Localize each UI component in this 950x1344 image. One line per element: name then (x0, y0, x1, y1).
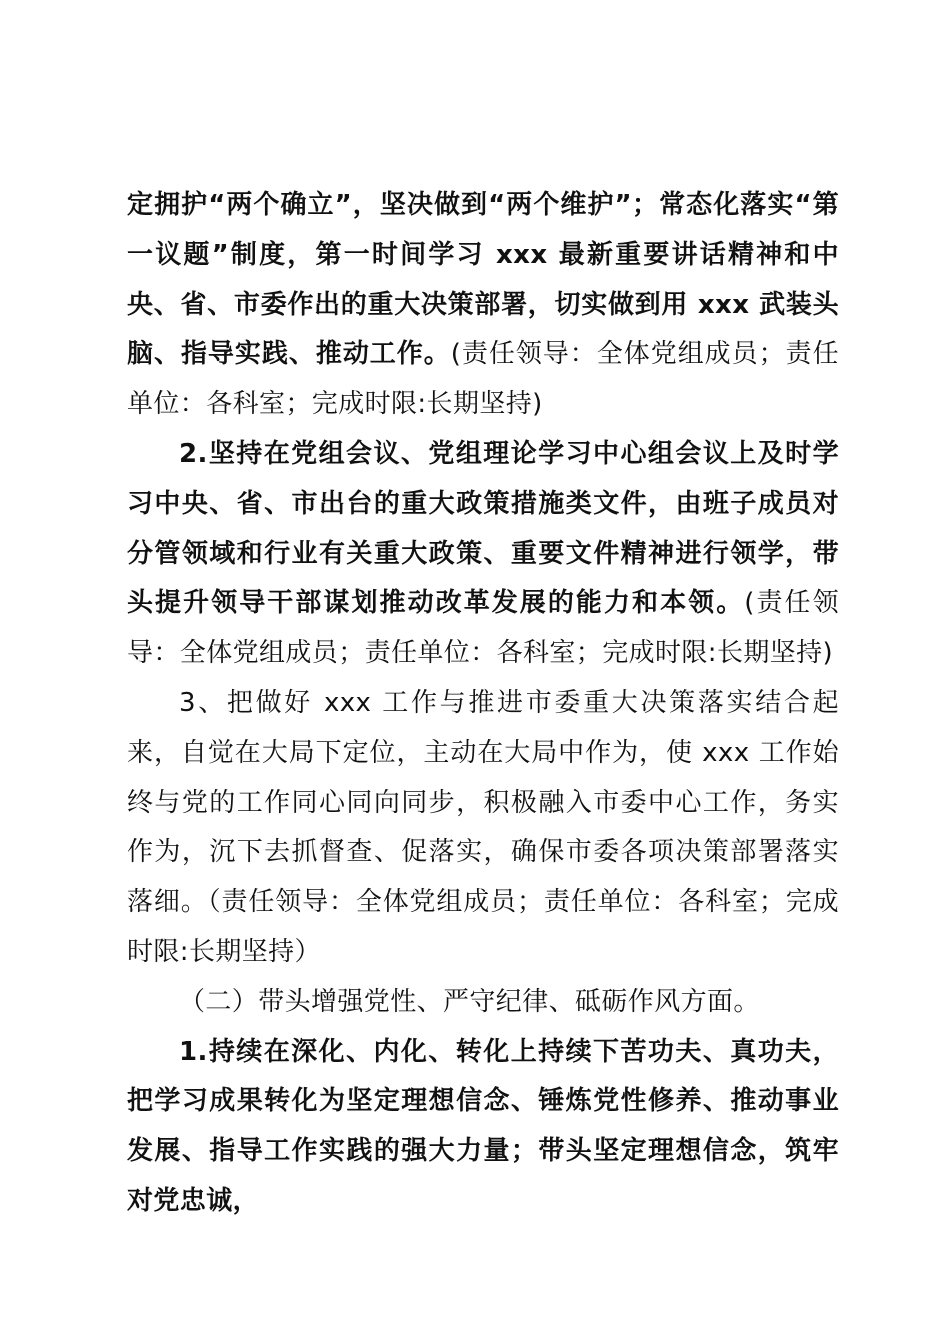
paragraph-2-bold-text: 2.坚持在党组会议、党组理论学习中心组会议上及时学习中央、省、市出台的重大政策措施类文件，由班子成员对分管领域和行业有关重大政策、重要文件精神进行领学，带头提升领导干部谋划推动改革发展的能力和本领。 (127, 438, 839, 619)
paragraph-3 (127, 679, 839, 978)
paragraph-1-responsibility-note: (责任领导：全体党组成员；责任单位：各科室；完成时限:长期坚持) (127, 339, 839, 420)
paragraph-5 (127, 1028, 839, 1227)
paragraph-2 (127, 430, 839, 679)
paragraph-2-responsibility-note: (责任领导：全体党组成员；责任单位：各科室；完成时限:长期坚持) (127, 588, 839, 669)
paragraph-3-text: 3、把做好 xxx 工作与推进市委重大决策落实结合起来，自觉在大局下定位，主动在大局中作为，使 xxx 工作始终与党的工作同心同向同步，积极融入市委中心工作，务实作为，沉下去抓督查、促落实，确保市委各项决策部署落实落细。（责任领导：全体党组成员；责任单位：各科室；完成时限:长期坚持） (127, 687, 839, 967)
section-heading (127, 978, 839, 1028)
section-heading-text: （二）带头增强党性、严守纪律、砥砺作风方面。 (179, 986, 760, 1017)
document-body (127, 181, 839, 1227)
paragraph-1 (127, 181, 839, 430)
paragraph-5-bold-text: 1.持续在深化、内化、转化上持续下苦功夫、真功夫，把学习成果转化为坚定理想信念、锤炼党性修养、推动事业发展、指导工作实践的强大力量；带头坚定理想信念，筑牢对党忠诚， (127, 1036, 839, 1216)
paragraph-1-bold-text: 定拥护“两个确立”，坚决做到“两个维护”；常态化落实“第一议题”制度，第一时间学习 xxx 最新重要讲话精神和中央、省、市委作出的重大决策部署，切实做到用 xxx 武装头脑、指导实践、推动工作。 (127, 190, 839, 370)
